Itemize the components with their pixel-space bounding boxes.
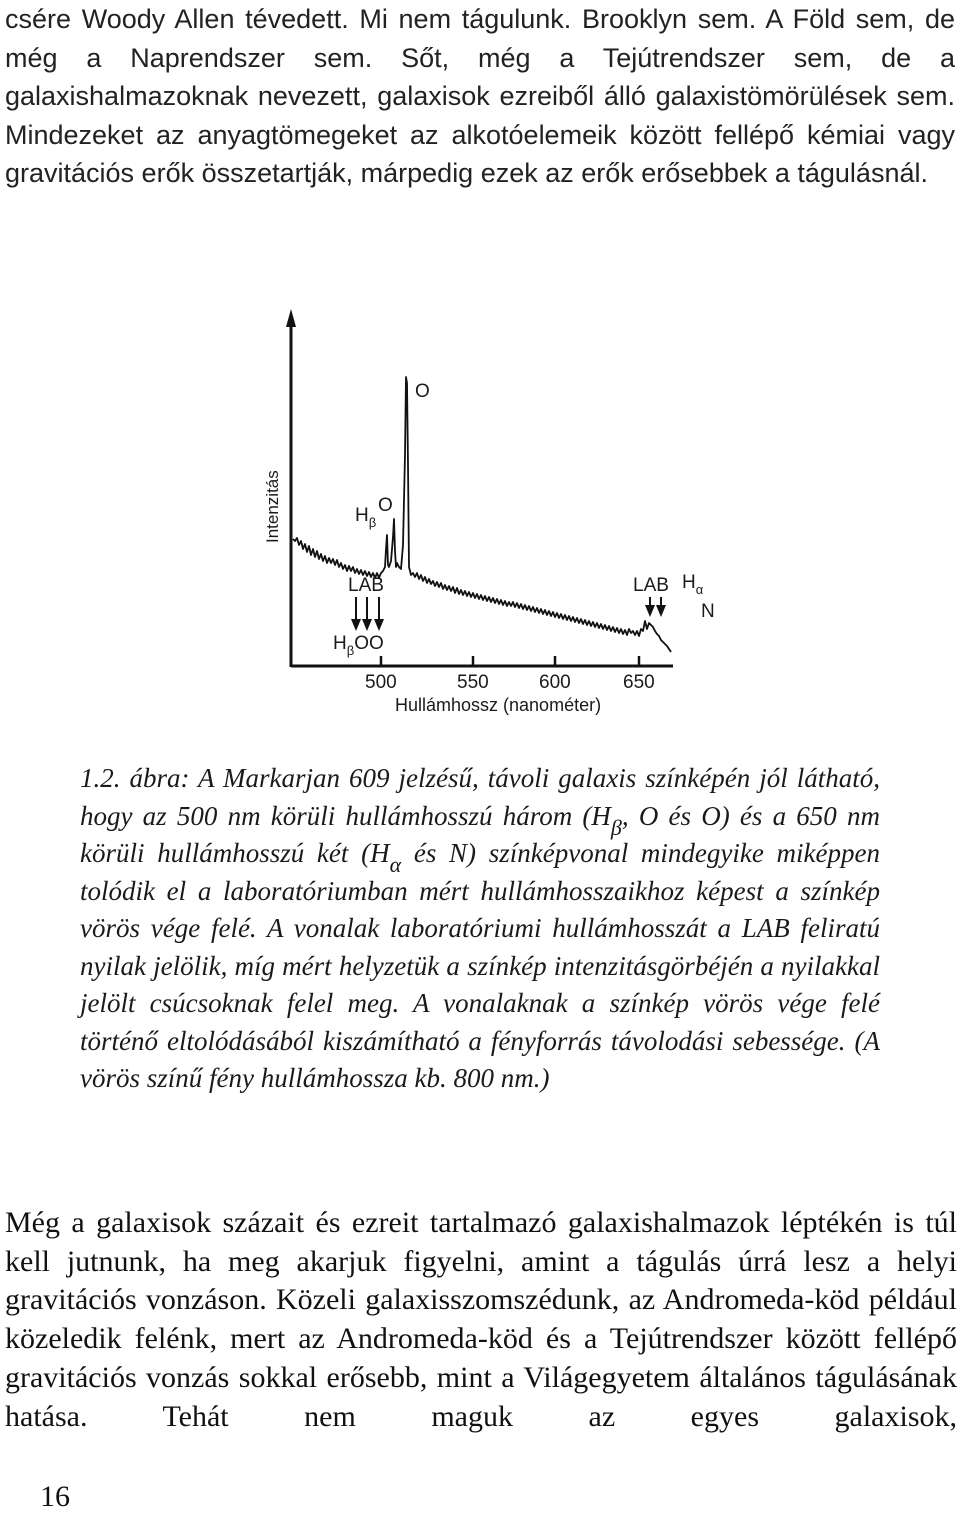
x-axis-label: Hullámhossz (nanométer) (395, 695, 602, 715)
lab-right-label: LAB (633, 575, 669, 596)
peak-label-o-second: O (378, 495, 393, 516)
bottom-paragraph: Még a galaxisok százait és ezreit tartalmazó galaxishalmazok léptékén is túl kell jutnunk, ha meg akarjuk figyelni, amint a tágulás úrrá lesz a helyi gravitációs vonzáson. Közeli galaxisszomszédunk, az Andromeda-köd például közeledik felénk, mert az Andromeda-köd és a Tejútrendszer között fellépő gravitációs vonzás sokkal erősebb, mint a Világegyetem általános tágulásának hatása. Tehát nem maguk az egyes galaxisok, (5, 1206, 957, 1433)
caption-part-1: 1.2. ábra: A Markarjan 609 jelzésű, távoli galaxis színképén jól látható, hogy az 500 nm körüli hullámhosszú három (H (80, 763, 880, 831)
page-number: 16 (40, 1480, 70, 1513)
tick-label-500: 500 (365, 672, 397, 693)
tick-label-550: 550 (457, 672, 489, 693)
tick-label-650: 650 (623, 672, 655, 693)
peak-label-h-alpha: $H_\alpha$ (682, 572, 704, 597)
tick-label-600: 600 (539, 672, 571, 693)
lab-left-label: LAB (348, 575, 384, 596)
peak-label-h-beta: $H_\beta$ (355, 505, 377, 530)
caption-sub-beta: β (610, 814, 622, 840)
caption-part-2: , O és O) és a 650 nm körüli hullámhosszú két (H (80, 800, 880, 868)
peak-label-n: N (701, 601, 715, 622)
peak-label-o-top: O (415, 381, 430, 402)
spectrum-figure (255, 305, 715, 725)
spectrum-plot (255, 305, 735, 725)
caption-sub-alpha: α (389, 852, 402, 877)
top-paragraph: csére Woody Allen tévedett. Mi nem tágulunk. Brooklyn sem. A Föld sem, de még a Naprendszer sem. Sőt, még a Tejútrendszer sem, de a galaxishalmazoknak nevezett, galaxisok ezreiből álló galaxistömörülések sem. Mindezeket az anyagtömegeket az alkotóelemeik között fellépő kémiai vagy gravitációs erők összetartják, márpedig ezek az erők erősebbek a tágulásnál. (5, 4, 955, 188)
lab-left-lines: $H_\beta OO$ (333, 633, 384, 658)
caption-part-3: és N) színképvonal mindegyike miképpen tolódik el a laboratóriumban mért hullámhosszaikhoz képest a színkép vörös vége felé. A vonalak laboratóriumi hullámhosszát a LAB feliratú nyilak jelölik, míg mért helyzetük a színkép intenzitásgörbéjén a nyilakkal jelölt csúcsoknak felel meg. A vonalaknak a színkép vörös vége felé történő eltolódásából kiszámítható a fényforrás távolodási sebessége. (A vörös színű fény hullámhossza kb. 800 nm.) (80, 838, 880, 1093)
y-axis-arrow (286, 309, 296, 327)
figure-caption (80, 760, 880, 1098)
spectrum-curve (293, 377, 671, 652)
y-axis-label: Intenzitás (263, 470, 282, 543)
